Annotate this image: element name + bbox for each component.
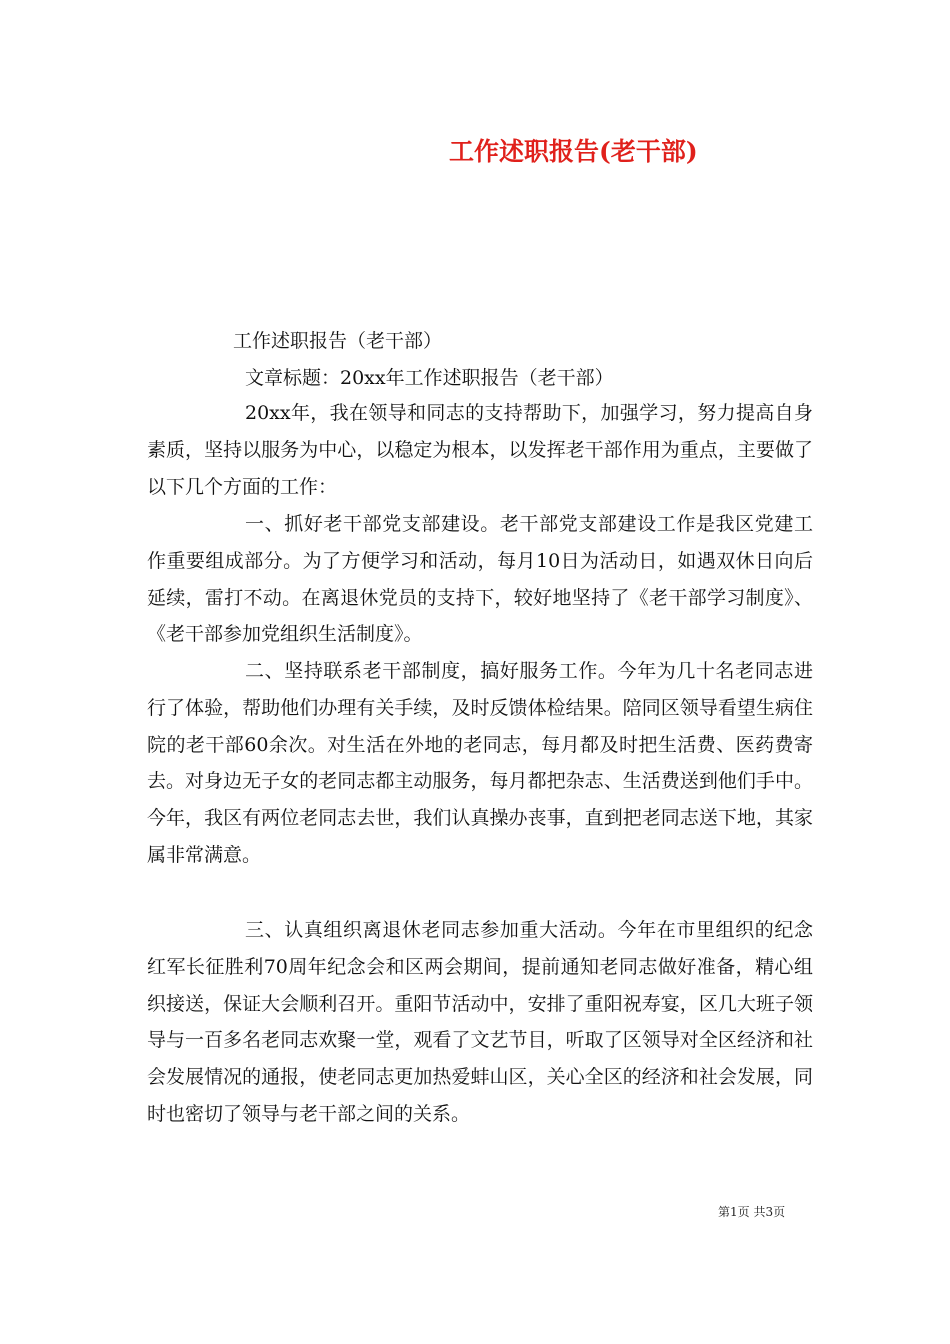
paragraph-intro: 20xx年，我在领导和同志的支持帮助下，加强学习，努力提高自身素质，坚持以服务为中心，以稳定为根本，以发挥老干部作用为重点，主要做了以下几个方面的工作： bbox=[147, 402, 813, 498]
page-number-footer: 第1页 共3页 bbox=[718, 1205, 786, 1219]
paragraph-service-work: 二、坚持联系老干部制度，搞好服务工作。今年为几十名老同志进行了体验，帮助他们办理有关手续，及时反馈体检结果。陪同区领导看望生病住院的老干部60余次。对生活在外地的老同志，每月都及时把生活费、医药费寄去。对身边无子女的老同志都主动服务，每月都把杂志、生活费送到他们手中。今年，我区有两位老同志去世，我们认真操办丧事，直到把老同志送下地，其家属非常满意。 bbox=[147, 660, 813, 866]
document-title: 工作述职报告(老干部) bbox=[449, 137, 698, 166]
paragraph-party-branch: 一、抓好老干部党支部建设。老干部党支部建设工作是我区党建工作重要组成部分。为了方便学习和活动，每月10日为活动日，如遇双休日向后延续，雷打不动。在离退休党员的支持下，较好地坚持了《老干部学习制度》、《老干部参加党组织生活制度》。 bbox=[147, 513, 813, 646]
paragraph-major-activities: 三、认真组织离退休老同志参加重大活动。今年在市里组织的纪念红军长征胜利70周年纪念会和区两会期间，提前通知老同志做好准备，精心组织接送，保证大会顺利召开。重阳节活动中，安排了重阳祝寿宴，区几大班子领导与一百多名老同志欢聚一堂，观看了文艺节目，听取了区领导对全区经济和社会发展情况的通报，使老同志更加热爱蚌山区，关心全区的经济和社会发展，同时也密切了领导与老干部之间的关系。 bbox=[147, 919, 813, 1125]
article-title-line: 文章标题：20xx年工作述职报告（老干部） bbox=[245, 367, 614, 389]
report-heading: 工作述职报告（老干部） bbox=[233, 330, 443, 352]
